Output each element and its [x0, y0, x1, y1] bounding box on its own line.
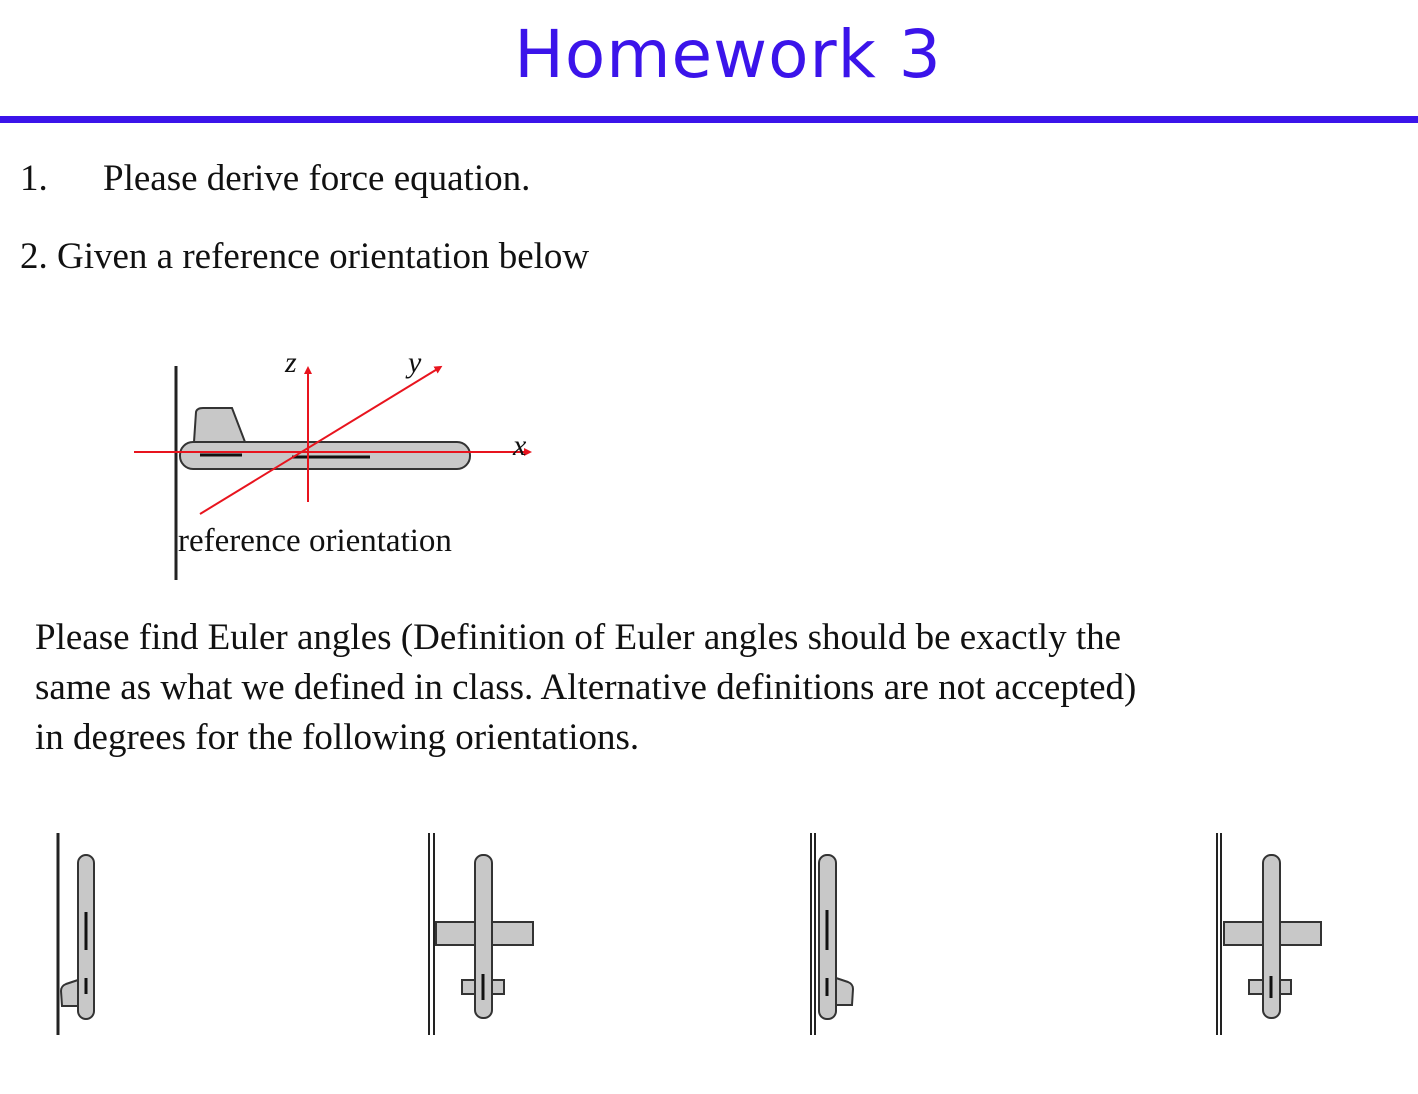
instructions-line-2: same as what we defined in class. Alternative definitions are not accepted): [35, 667, 1137, 708]
instructions-paragraph: [35, 613, 1395, 763]
instructions-line-1: Please find Euler angles (Definition of Euler angles should be exactly the: [35, 617, 1122, 658]
question-1-number: 1.: [20, 158, 48, 199]
instructions-line-3: in degrees for the following orientations.: [35, 717, 640, 758]
question-1-text: Please derive force equation.: [103, 158, 531, 199]
question-2: 2. Given a reference orientation below: [20, 236, 590, 277]
z-axis-label: z: [285, 346, 297, 379]
x-axis-label: x: [513, 429, 527, 462]
airplane-tail: [194, 408, 245, 442]
y-axis-label: y: [408, 346, 422, 379]
orientation-figure-2: [429, 833, 533, 1035]
orientation-figure-3: [811, 833, 853, 1035]
page-title: Homework 3: [514, 16, 942, 93]
orientation-figure-1: [58, 833, 94, 1035]
figure-caption: reference orientation: [178, 523, 452, 559]
orientation-figure-4: [1217, 833, 1321, 1035]
